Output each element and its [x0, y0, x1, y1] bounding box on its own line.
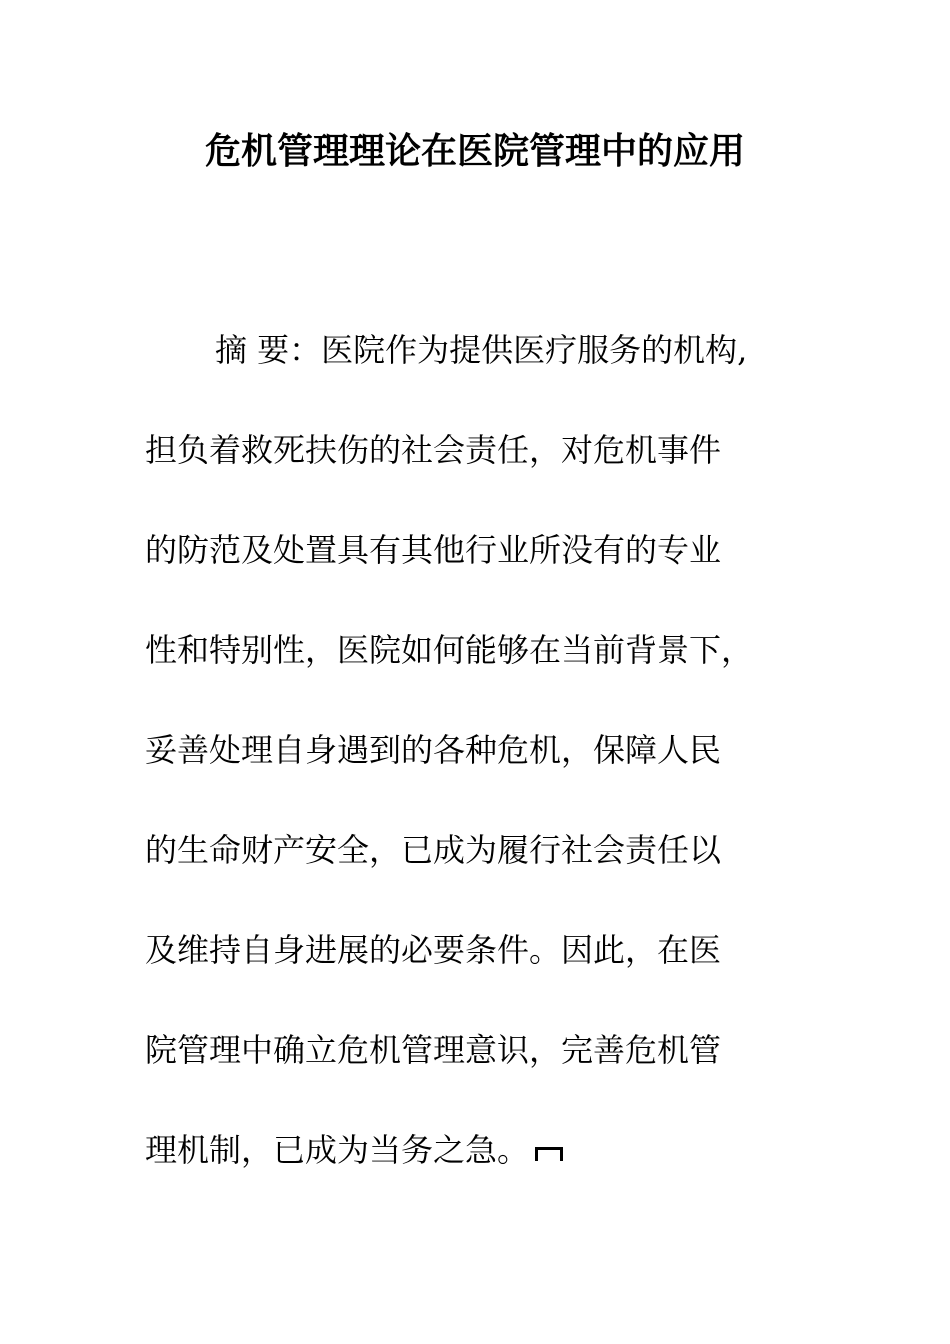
abstract-line: 的防范及处置具有其他行业所没有的专业: [145, 531, 722, 569]
document-title: 危机管理理论在医院管理中的应用: [204, 131, 745, 172]
abstract-last-line: [145, 1100, 825, 1200]
bracket-mark-icon: [535, 1143, 565, 1163]
abstract-line: 性和特别性，医院如何能够在当前背景下，: [145, 631, 754, 669]
abstract-paragraph: [145, 300, 825, 1200]
abstract-line: 院管理中确立危机管理意识，完善危机管: [145, 1031, 722, 1069]
abstract-line: 担负着救死扶伤的社会责任，对危机事件: [145, 431, 722, 469]
abstract-line: 的生命财产安全，已成为履行社会责任以: [145, 831, 722, 869]
abstract-line-text: 理机制，已成为当务之急。: [145, 1131, 530, 1169]
abstract-line: 摘 要：医院作为提供医疗服务的机构,: [215, 331, 748, 369]
abstract-line: 妥善处理自身遇到的各种危机，保障人民: [145, 731, 722, 769]
abstract-line: 及维持自身进展的必要条件。因此，在医: [145, 931, 722, 969]
